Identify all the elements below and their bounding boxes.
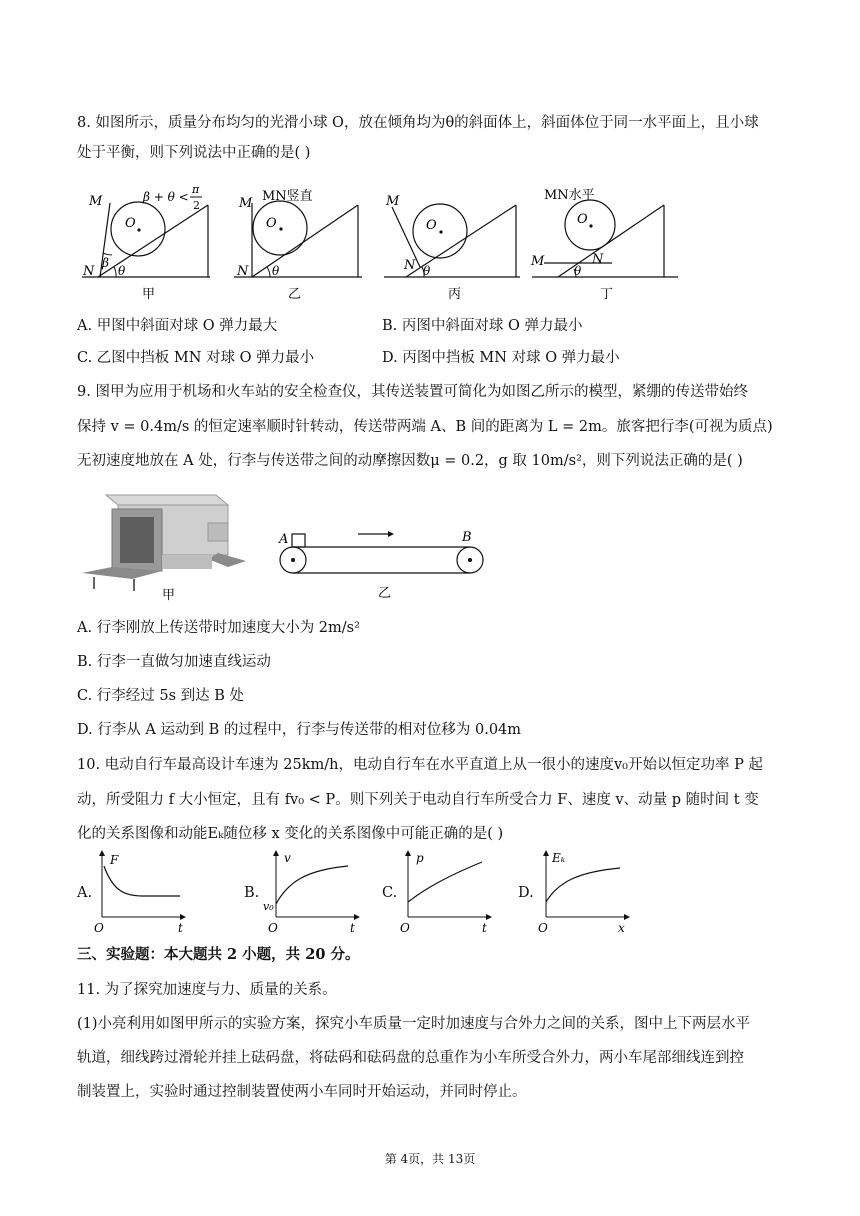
q9-stem-line-1: 9. 图甲为应用于机场和火车站的安全检查仪，其传送装置可简化为如图乙所示的模型，紧绷的传送带始终 — [77, 384, 748, 400]
q10-graph-c-y-label: p — [416, 851, 424, 865]
q10-graph-d-origin: O — [538, 921, 548, 935]
q10-graph-b-v0-label: v₀ — [263, 900, 274, 913]
q10-option-c-label[interactable]: C. — [382, 885, 398, 901]
q9-fig-yi-caption: 乙 — [378, 586, 392, 601]
fig-ding-O-label: O — [577, 212, 588, 227]
q11-stem-line-2: (1)小亮利用如图甲所示的实验方案，探究小车质量一定时加速度与合外力之间的关系，图中上下两层水平 — [77, 1016, 751, 1032]
q10-graph-b-y-label: v — [284, 851, 291, 865]
q11-stem-line-4: 制装置上，实验时通过控制装置使两小车同时开始运动，并同时停止。 — [77, 1084, 527, 1100]
q10-graph-b-x-label: t — [350, 921, 355, 935]
q9-fig-jia-caption: 甲 — [162, 588, 176, 601]
q9-label-b: B — [462, 530, 472, 545]
q10-graph-c-x-label: t — [482, 921, 487, 935]
q11-stem-line-3: 轨道，细线跨过滑轮并挂上砝码盘，将砝码和砝码盘的总重作为小车所受合外力，两小车尾部细线连到控 — [77, 1050, 744, 1066]
fig-jia-caption: 甲 — [142, 287, 156, 301]
q10-option-d-label[interactable]: D. — [518, 885, 534, 901]
q8-stem-line-1: 8. 如图所示，质量分布均匀的光滑小球 O，放在倾角均为θ的斜面体上，斜面体位于同一水平面上，且小球 — [77, 115, 759, 131]
q10-graph-c — [398, 848, 498, 936]
q10-graph-a-x-label: t — [178, 921, 183, 935]
q8-option-d[interactable]: D. 丙图中挡板 MN 对球 O 弹力最小 — [382, 350, 620, 366]
fig-jia-theta-label: θ — [118, 264, 126, 278]
q8-option-c[interactable]: C. 乙图中挡板 MN 对球 O 弹力最小 — [77, 350, 315, 366]
fig-yi-N-label: N — [237, 264, 249, 279]
fig-jia-N-label: N — [83, 264, 95, 279]
q9-conveyor-diagram — [272, 525, 502, 603]
section-3-heading: 三、实验题：本大题共 2 小题，共 20 分。 — [77, 946, 360, 963]
q10-graph-a — [92, 848, 192, 936]
q11-stem-line-1: 11. 为了探究加速度与力、质量的关系。 — [77, 982, 337, 998]
q10-option-a-label[interactable]: A. — [77, 885, 93, 901]
q9-option-a[interactable]: A. 行李刚放上传送带时加速度大小为 2m/s² — [77, 620, 360, 636]
q10-stem-line-2: 动，所受阻力 f 大小恒定，且有 fv₀ < P。则下列关于电动自行车所受合力 F、速度 v、动量 p 随时间 t 变 — [77, 792, 759, 808]
q10-graph-a-origin: O — [94, 921, 104, 935]
page-footer: 第 4页，共 13页 — [384, 1152, 476, 1166]
fig-jia-beta-label: β — [102, 256, 109, 270]
q8-option-b[interactable]: B. 丙图中斜面对球 O 弹力最小 — [382, 318, 583, 334]
q8-figure-jia — [80, 183, 220, 301]
fig-ding-N-label: N — [592, 252, 604, 267]
fig-yi-note: MN竖直 — [262, 189, 313, 204]
fig-ding-theta-label: θ — [574, 264, 582, 278]
q9-stem-line-2: 保持 v = 0.4m/s 的恒定速率顺时针转动，传送带两端 A、B 间的距离为 L = 2m。旅客把行李(可视为质点) — [77, 419, 773, 435]
q8-figure-ding — [530, 183, 680, 301]
q8-figure-bing — [382, 183, 522, 301]
q9-option-c[interactable]: C. 行李经过 5s 到达 B 处 — [77, 688, 245, 704]
q10-graph-d-y-label: Eₖ — [552, 851, 566, 865]
fig-bing-M-label: M — [386, 194, 400, 209]
fig-yi-M-label: M — [239, 196, 253, 211]
fig-bing-theta-label: θ — [423, 264, 431, 278]
q10-graph-b — [262, 848, 362, 936]
fig-ding-caption: 丁 — [600, 287, 614, 301]
q10-graph-b-origin: O — [268, 921, 278, 935]
q8-stem-line-2: 处于平衡，则下列说法中正确的是( ) — [77, 145, 311, 161]
fig-ding-M-label: M — [531, 254, 545, 269]
q9-option-d[interactable]: D. 行李从 A 运动到 B 的过程中，行李与传送带的相对位移为 0.04m — [77, 722, 522, 738]
q10-stem-line-1: 10. 电动自行车最高设计车速为 25km/h，电动自行车在水平直道上从一很小的速度v₀开始以恒定功率 P 起 — [77, 757, 763, 773]
fig-ding-note: MN水平 — [544, 188, 595, 203]
q10-graph-d-x-label: x — [618, 921, 625, 935]
q10-stem-line-3: 化的关系图像和动能Eₖ随位移 x 变化的关系图像中可能正确的是( ) — [77, 826, 504, 842]
fig-jia-M-label: M — [89, 194, 103, 209]
q10-graph-d — [536, 848, 636, 936]
fig-yi-caption: 乙 — [288, 287, 302, 301]
q10-graph-a-y-label: F — [110, 853, 119, 867]
q10-option-b-label[interactable]: B. — [244, 885, 260, 901]
fig-jia-pi: π — [192, 183, 200, 196]
fig-bing-N-label: N — [404, 258, 416, 273]
q8-figure-yi — [232, 183, 372, 301]
fig-jia-two: 2 — [193, 199, 200, 212]
q8-option-a[interactable]: A. 甲图中斜面对球 O 弹力最大 — [77, 318, 278, 334]
fig-bing-caption: 丙 — [448, 287, 462, 301]
fig-yi-O-label: O — [266, 216, 277, 231]
fig-jia-O-label: O — [125, 216, 136, 231]
fig-yi-theta-label: θ — [272, 264, 280, 278]
q9-scanner-image — [78, 483, 248, 601]
q10-graph-c-origin: O — [400, 921, 410, 935]
fig-jia-condition: β + θ < — [143, 190, 189, 204]
q9-label-a: A — [279, 532, 289, 547]
q9-stem-line-3: 无初速度地放在 A 处，行李与传送带之间的动摩擦因数μ = 0.2，g 取 10m/s²，则下列说法正确的是( ) — [77, 453, 743, 469]
fig-bing-O-label: O — [426, 218, 437, 233]
q9-option-b[interactable]: B. 行李一直做匀加速直线运动 — [77, 654, 271, 670]
